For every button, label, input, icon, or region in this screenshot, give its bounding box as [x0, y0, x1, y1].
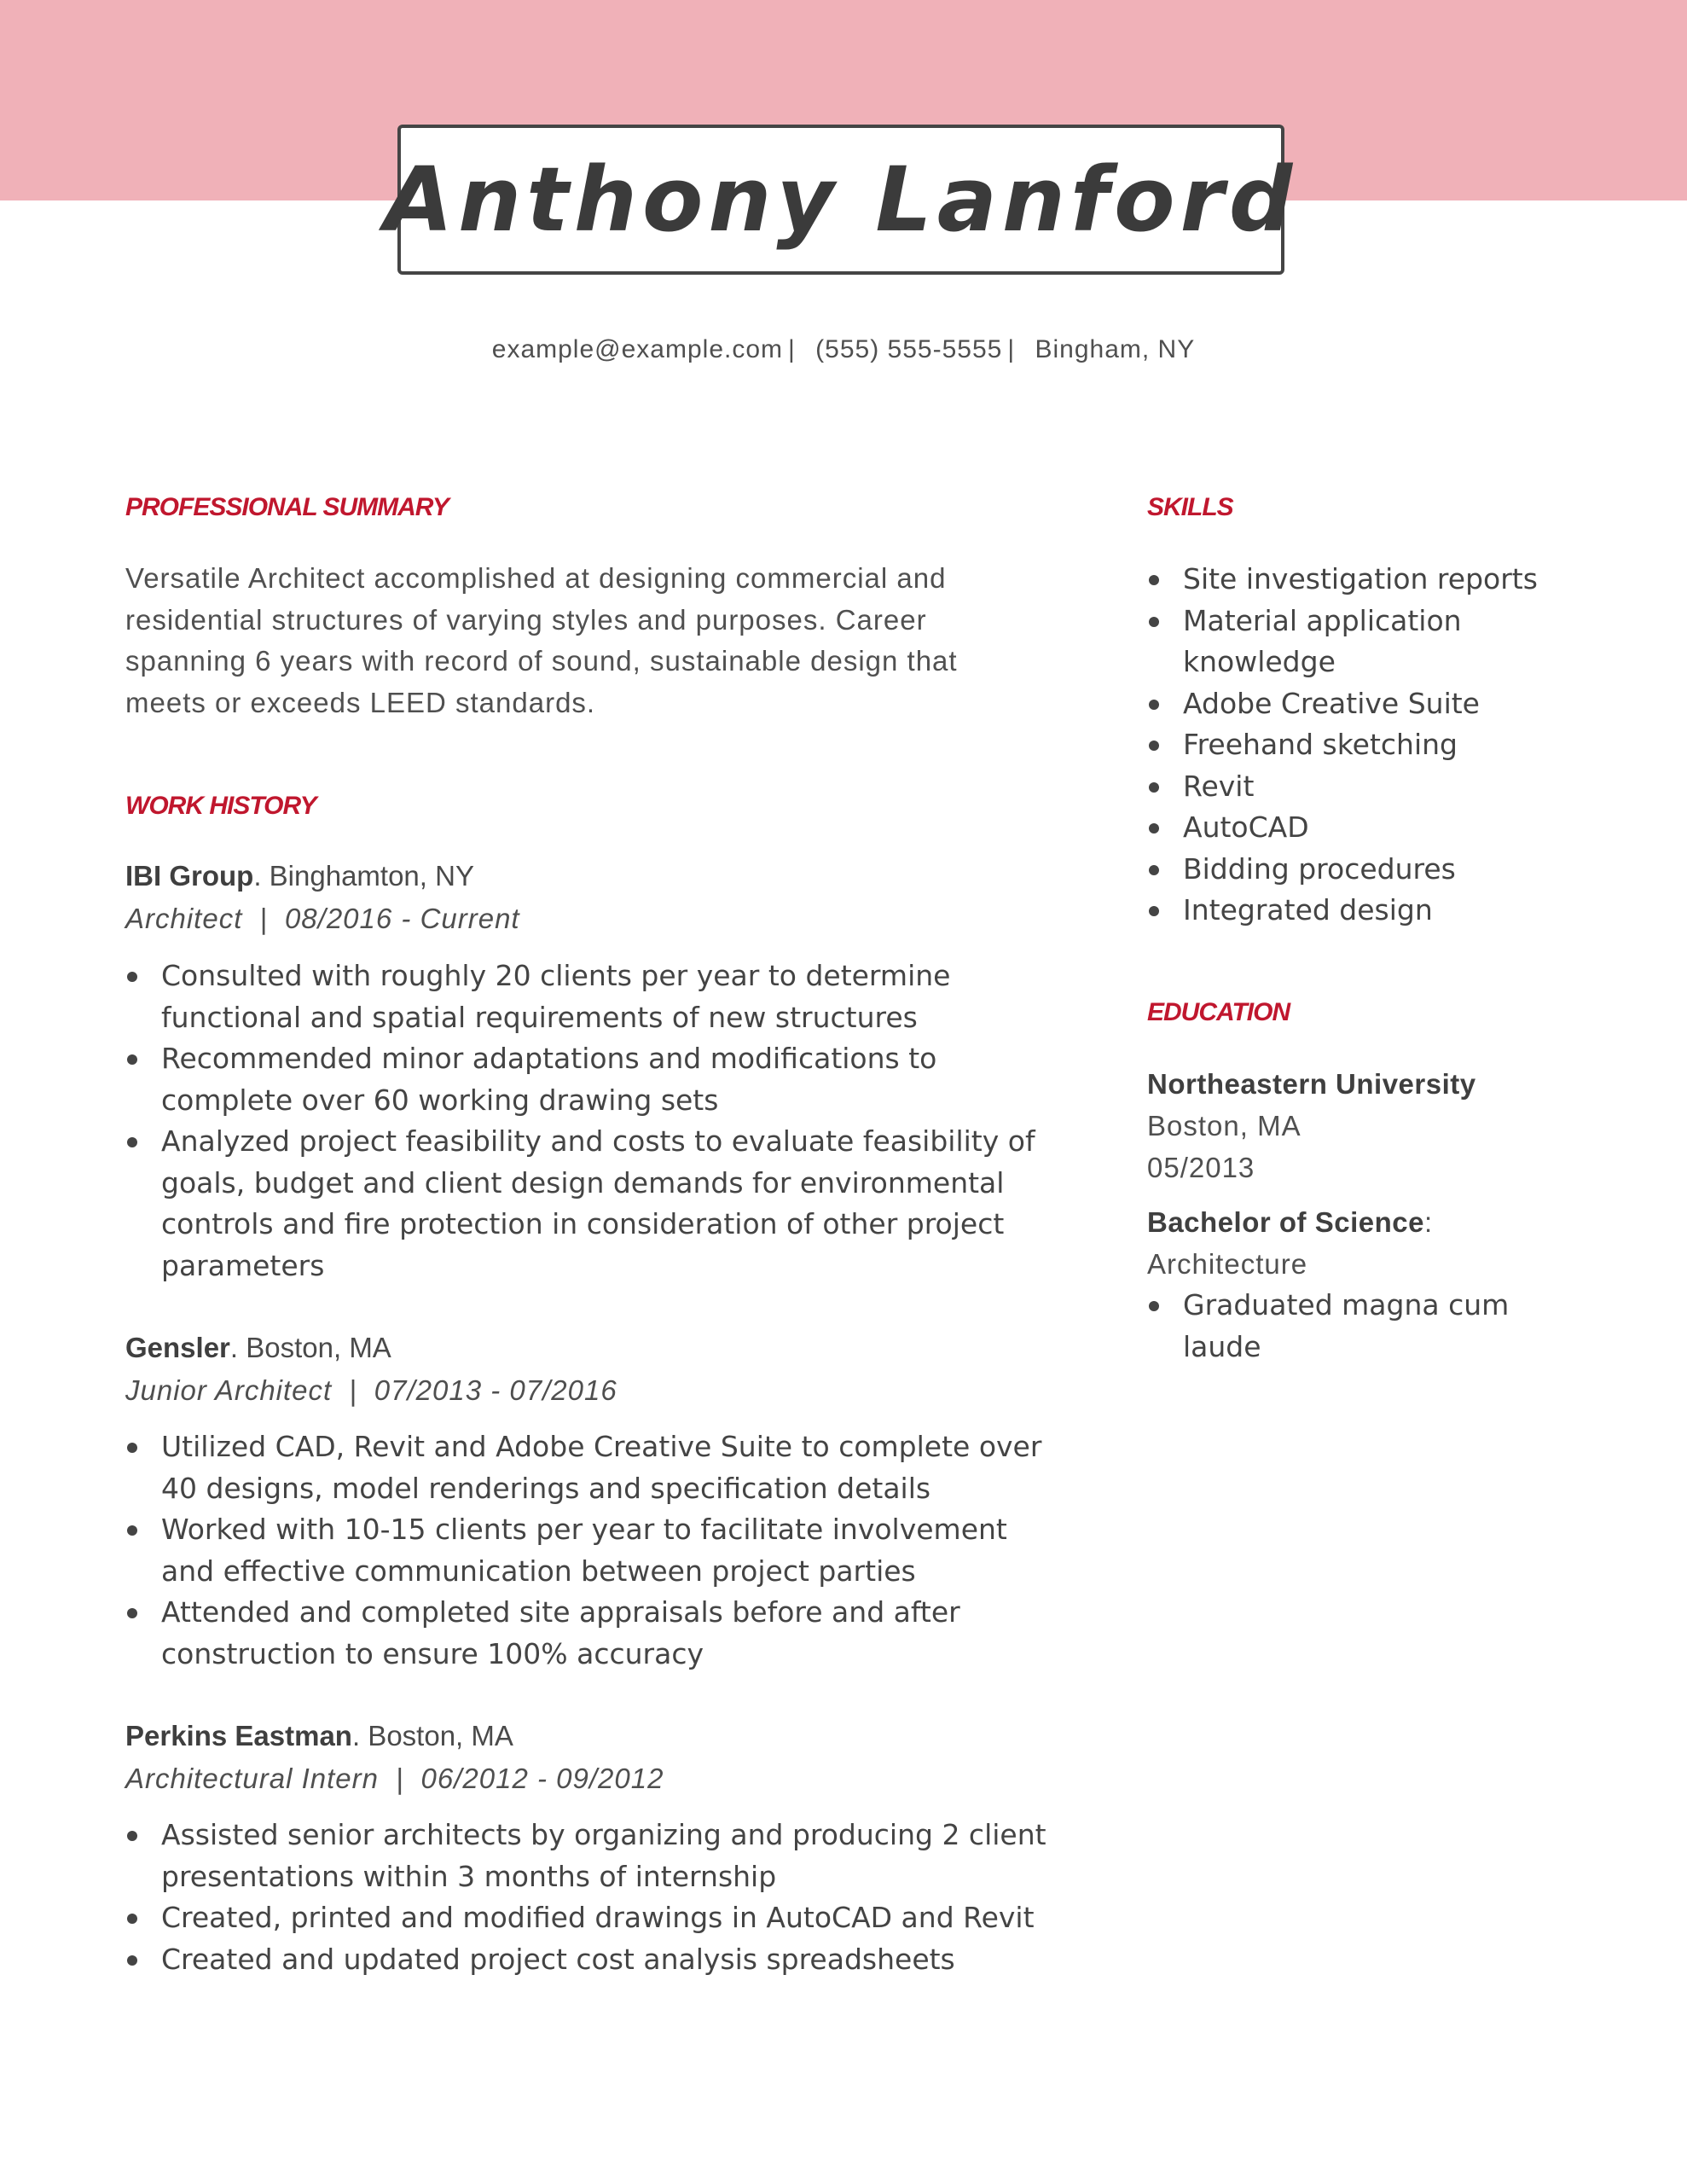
summary-text: Versatile Architect accomplished at designing commercial and residential structures of varying styles and purposes. Career spanning 6 years with record of sound, sustainable design that meets or exceeds LEED standards. — [125, 562, 958, 718]
job-bullets — [125, 1815, 1046, 1980]
education-degree-suffix: : — [1423, 1206, 1434, 1238]
list-item: Attended and completed site appraisals before and after construction to ensure 100% accuracy — [125, 1592, 1046, 1675]
job-separator: | — [259, 903, 268, 934]
list-item: Freehand sketching — [1147, 724, 1557, 766]
education-degree: Bachelor of Science — [1147, 1206, 1424, 1238]
job-title: Junior Architect — [125, 1374, 333, 1406]
name-box — [384, 125, 1298, 275]
job-header — [125, 1720, 513, 1752]
job-subheader — [125, 1763, 664, 1795]
job-location: . Binghamton, NY — [253, 860, 474, 892]
job-bullets — [125, 956, 1046, 1287]
job-header — [125, 1332, 391, 1364]
list-item: Assisted senior architects by organizing and producing 2 client presentations within 3 months of internship — [125, 1815, 1046, 1897]
education-date: 05/2013 — [1147, 1152, 1255, 1183]
list-item: Worked with 10-15 clients per year to facilitate involvement and effective communication between project parties — [125, 1509, 1046, 1592]
contact-separator: | — [1007, 335, 1016, 363]
job-dates: 08/2016 - Current — [284, 903, 520, 934]
job-company: Perkins Eastman — [125, 1720, 352, 1751]
job-separator: | — [395, 1763, 404, 1794]
job-location: . Boston, MA — [351, 1720, 513, 1751]
list-item: Material application knowledge — [1147, 601, 1557, 683]
job-header — [125, 860, 474, 892]
list-item: Recommended minor adaptations and modifications to complete over 60 working drawing sets — [125, 1038, 1046, 1121]
list-item: Analyzed project feasibility and costs to evaluate feasibility of goals, budget and client design demands for environmental controls and fire protection in consideration of other project parameters — [125, 1121, 1046, 1287]
job-bullets — [125, 1426, 1046, 1675]
candidate-name: Anthony Lanford — [384, 148, 1298, 252]
job-company: IBI Group — [125, 860, 254, 892]
education-location: Boston, MA — [1147, 1110, 1301, 1141]
skills-heading: SKILLS — [1147, 493, 1233, 521]
education-degree-line — [1147, 1206, 1433, 1239]
skills-list — [1147, 559, 1557, 932]
job-separator: | — [349, 1374, 357, 1406]
list-item: Adobe Creative Suite — [1147, 683, 1557, 725]
contact-email: example@example.com — [491, 335, 784, 363]
list-item: Consulted with roughly 20 clients per year to determine functional and spatial requirements of new structures — [125, 956, 1046, 1038]
job-company: Gensler — [125, 1332, 230, 1363]
job-dates: 07/2013 - 07/2016 — [374, 1374, 617, 1406]
education-school: Northeastern University — [1147, 1068, 1476, 1100]
list-item: Site investigation reports — [1147, 559, 1557, 601]
contact-phone: (555) 555-5555 — [815, 335, 1003, 363]
education-field: Architecture — [1147, 1248, 1308, 1280]
work-history-heading: WORK HISTORY — [125, 792, 316, 820]
contact-location: Bingham, NY — [1035, 335, 1196, 363]
job-subheader — [125, 1374, 617, 1407]
contact-separator: | — [788, 335, 796, 363]
list-item: Created and updated project cost analysis spreadsheets — [125, 1939, 1046, 1981]
education-bullets — [1147, 1285, 1514, 1368]
list-item: Bidding procedures — [1147, 849, 1557, 891]
summary-heading: PROFESSIONAL SUMMARY — [125, 493, 449, 521]
list-item: Integrated design — [1147, 890, 1557, 932]
list-item: Created, printed and modified drawings in AutoCAD and Revit — [125, 1897, 1046, 1939]
job-title: Architectural Intern — [125, 1763, 379, 1794]
job-subheader — [125, 903, 520, 935]
job-dates: 06/2012 - 09/2012 — [420, 1763, 664, 1794]
list-item: Graduated magna cum laude — [1147, 1285, 1514, 1368]
education-school-line — [1147, 1068, 1476, 1101]
contact-line — [0, 335, 1687, 364]
list-item: Revit — [1147, 766, 1557, 808]
education-heading: EDUCATION — [1147, 998, 1290, 1026]
job-title: Architect — [125, 903, 243, 934]
list-item: Utilized CAD, Revit and Adobe Creative Suite to complete over 40 designs, model renderings and specification details — [125, 1426, 1046, 1509]
job-location: . Boston, MA — [229, 1332, 391, 1363]
list-item: AutoCAD — [1147, 807, 1557, 849]
